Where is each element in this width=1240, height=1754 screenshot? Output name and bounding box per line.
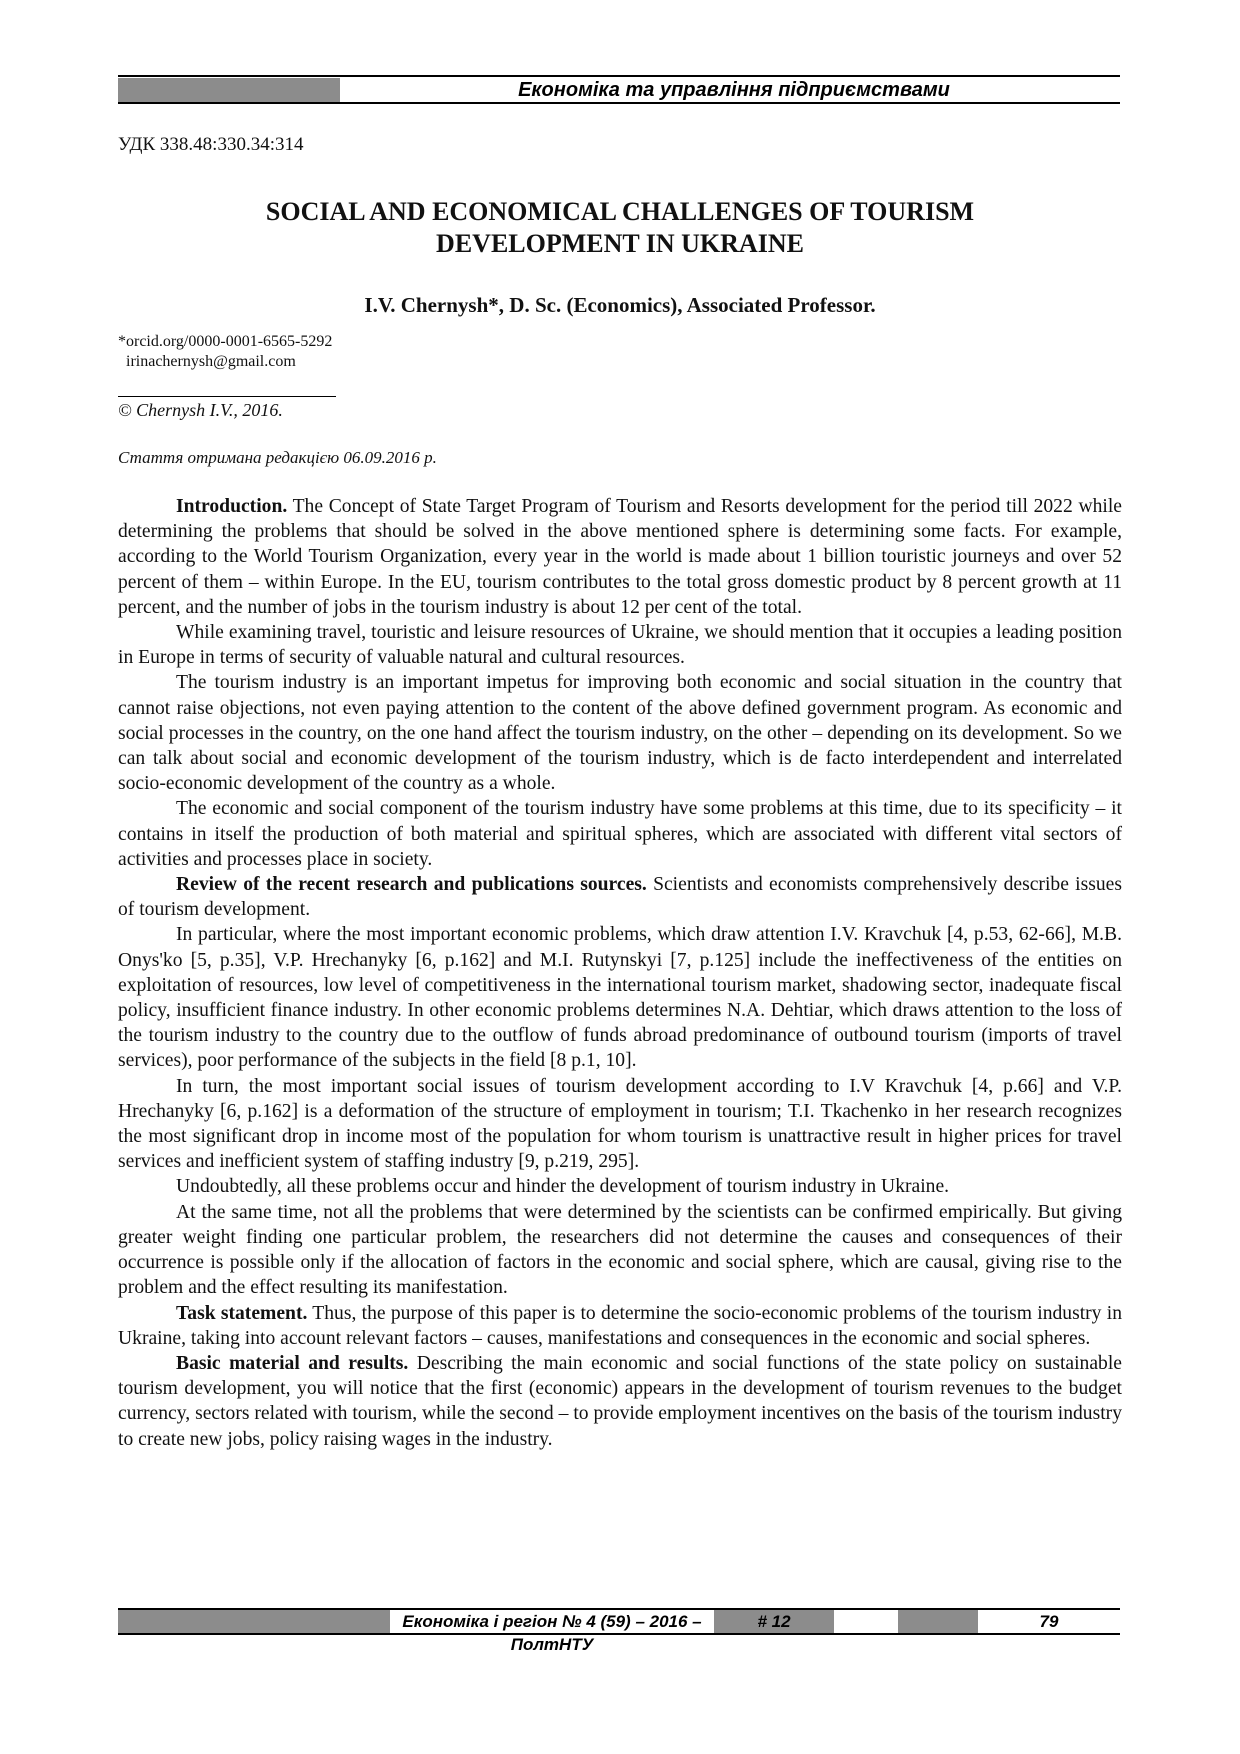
- header-rule-top: [118, 75, 1120, 77]
- paragraph-lead: Review of the recent research and publications sources.: [176, 874, 647, 896]
- copyright-rule: [118, 396, 336, 397]
- footer-gray-block-left: [118, 1610, 390, 1633]
- running-header: [118, 75, 1120, 105]
- paragraph-text: Thus, the purpose of this paper is to determine the socio-economic problems of the tourism industry in Ukraine, taking into account relevant factors – causes, manifestations and consequences in the economic and social spheres.: [118, 1302, 1122, 1349]
- paragraph-lead: Basic material and results.: [176, 1352, 409, 1374]
- footer-page-number: 79: [978, 1610, 1120, 1633]
- paragraph: [118, 872, 1122, 922]
- author-contacts: [118, 332, 332, 372]
- header-gray-block: [118, 78, 340, 102]
- udc-code: УДК 338.48:330.34:314: [118, 134, 304, 155]
- footer-white-gap: [834, 1610, 898, 1633]
- author-line: I.V. Chernysh*, D. Sc. (Economics), Associated Professor.: [364, 293, 876, 317]
- paragraph-lead: Introduction.: [176, 496, 288, 517]
- paper-title: [118, 196, 1122, 260]
- paragraph-text: At the same time, not all the problems that were determined by the scientists can be confirmed empirically. But giving greater weight finding one particular problem, the researchers did not determine the causes and consequences of their occurrence is possible only if the allocation of factors in the economic and social sphere, which are causal, giving rise to the problem and the effect resulting its manifestation.: [118, 1201, 1122, 1299]
- paragraph: [118, 922, 1122, 1073]
- header-section-title: Економіка та управління підприємствами: [518, 79, 950, 101]
- paragraph: [118, 796, 1122, 872]
- paragraph: [118, 494, 1122, 620]
- paragraph-text: The Concept of State Target Program of Tourism and Resorts development for the period till 2022 while determining the problems that should be solved in the above mentioned sphere is determining some facts. For example, according to the World Tourism Organization, every year in the world is made about 1 billion touristic journeys and over 52 percent of them – within Europe. In the EU, tourism contributes to the total gross domestic product by 8 percent growth at 11 percent, and the number of jobs in the tourism industry is about 12 per cent of the total.: [118, 496, 1122, 618]
- paragraph-lead: Task statement.: [176, 1302, 308, 1324]
- paragraph-text: While examining travel, touristic and leisure resources of Ukraine, we should mention that it occupies a leading position in Europe in terms of security of valuable natural and cultural resources.: [118, 622, 1122, 669]
- running-footer: [118, 1608, 1120, 1654]
- author-email: irinachernysh@gmail.com: [126, 353, 296, 370]
- footer-gray-block-right: [898, 1610, 978, 1633]
- paper-title-line-1: SOCIAL AND ECONOMICAL CHALLENGES OF TOURISM: [265, 197, 975, 226]
- paragraph-text: In turn, the most important social issues of tourism development according to I.V Kravchuk [4, p.66] and V.P. Hrechanyky [6, p.162] is a deformation of the structure of employment in tourism; T.I. Tkachenko in her research recognizes the most significant drop in income most of the population for whom tourism is unattractive result in higher prices for travel services and inefficient system of staffing industry [9, p.219, 295].: [118, 1075, 1122, 1173]
- header-rule-bottom: [118, 102, 1120, 104]
- paragraph: [118, 1351, 1122, 1452]
- footer-journal-info: Економіка і регіон № 4 (59) – 2016 – ПолтНТУ: [390, 1610, 714, 1633]
- footer-rule-bottom: [118, 1633, 1120, 1635]
- received-date: Стаття отримана редакцією 06.09.2016 р.: [118, 448, 437, 467]
- paragraph: [118, 1174, 1122, 1199]
- paragraph-text: The tourism industry is an important impetus for improving both economic and social situation in the country that cannot raise objections, not even paying attention to the content of the above defined government program. As economic and social processes in the country, on the one hand affect the tourism industry, on the other – depending on its development. So we can talk about social and economic development of the tourism industry, which is de facto interdependent and interrelated socio-economic development of the country as a whole.: [118, 672, 1122, 795]
- paragraph-text: Undoubtedly, all these problems occur and hinder the development of tourism industry in Ukraine.: [176, 1176, 950, 1198]
- paragraph: [118, 670, 1122, 796]
- footer-issue-number: # 12: [757, 1612, 791, 1631]
- paragraph-text: Describing the main economic and social functions of the state policy on sustainable tourism development, you will notice that the first (economic) appears in the development of tourism revenues to the budget currency, sectors related with tourism, while the second – to provide employment incentives on the basis of the tourism industry to create new jobs, policy raising wages in the industry.: [118, 1352, 1122, 1450]
- paper-title-line-2: DEVELOPMENT IN UKRAINE: [436, 229, 804, 258]
- paragraph-text: The economic and social component of the tourism industry have some problems at this time, due to its specificity – it contains in itself the production of both material and spiritual spheres, which are associated with different vital sectors of activities and processes place in society.: [118, 798, 1122, 870]
- orcid-id: *orcid.org/0000-0001-6565-5292: [118, 333, 333, 350]
- paragraph: [118, 1200, 1122, 1301]
- paragraph: [118, 1074, 1122, 1175]
- copyright-notice: © Chernysh I.V., 2016.: [118, 400, 283, 420]
- paragraph: [118, 620, 1122, 670]
- paragraph: [118, 1301, 1122, 1351]
- article-body: [118, 494, 1122, 1452]
- paragraph-text: In particular, where the most important economic problems, which draw attention I.V. Kravchuk [4, p.53, 62-66], M.B. Onys'ko [5, p.35], V.P. Hrechanyky [6, p.162] and M.I. Rutynskyi [7, p.125] include the ineffectiveness of the entities on exploitation of resources, low level of competitiveness in the international tourism market, shadowing sector, inadequate fiscal policy, insufficient finance industry. In other economic problems determines N.A. Dehtiar, which draws attention to the loss of the tourism industry to the country due to the outflow of funds abroad predominance of outbound tourism (imports of travel services), poor performance of the subjects in the field [8 p.1, 10].: [118, 924, 1122, 1072]
- paragraph-text: Scientists and economists comprehensively describe issues of tourism development.: [118, 874, 1122, 921]
